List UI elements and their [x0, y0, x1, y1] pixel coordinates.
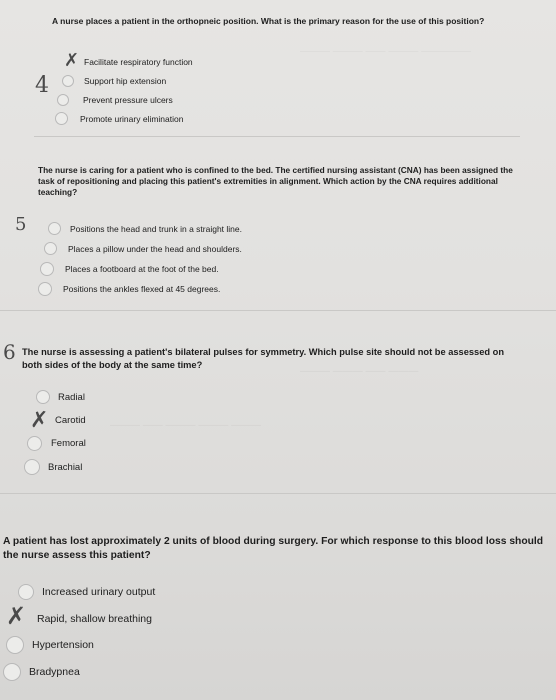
option-label: Places a pillow under the head and shoulders. [68, 243, 242, 254]
radio-button[interactable] [62, 75, 74, 87]
option-label: Positions the ankles flexed at 45 degrees. [63, 284, 221, 294]
radio-button[interactable] [57, 94, 69, 106]
x-mark-icon: ✗ [64, 50, 80, 71]
option-label: Femoral [51, 438, 86, 449]
option-label: Positions the head and trunk in a straight line. [70, 223, 242, 234]
radio-button[interactable] [6, 636, 24, 654]
question-4-text: A patient has lost approximately 2 units of blood during surgery. For which response to this blood loss should the nurse assess this patient? [3, 536, 544, 561]
option-4a[interactable] [18, 584, 155, 600]
option-label: Bradypnea [29, 666, 80, 678]
option-label: Places a footboard at the foot of the bed. [65, 264, 219, 274]
option-label: Rapid, shallow breathing [37, 612, 152, 625]
radio-button[interactable] [38, 282, 52, 296]
radio-button[interactable] [40, 262, 54, 276]
question-2-text: The nurse is caring for a patient who is confined to the bed. The certified nursing assistant (CNA) has been assigned the task of repositioning and placing this patient's extremities in alignment. Which action by the CNA requires additional teaching? [38, 165, 513, 198]
bleed-through-text: ——— ——— —— ——— [300, 366, 419, 377]
option-2c[interactable] [40, 262, 219, 276]
option-1a[interactable] [62, 56, 193, 68]
divider [34, 136, 520, 137]
option-label: Facilitate respiratory function [84, 57, 193, 67]
radio-button[interactable] [27, 436, 42, 451]
option-4d[interactable] [3, 663, 80, 681]
question-3-text: The nurse is assessing a patient's bilateral pulses for symmetry. Which pulse site should not be assessed on both sides of the body at the same time? [22, 347, 505, 370]
radio-button[interactable] [44, 242, 57, 255]
option-label: Promote urinary elimination [80, 113, 184, 124]
option-1b[interactable] [62, 75, 166, 87]
option-label: Radial [58, 391, 85, 403]
option-1d[interactable] [55, 112, 183, 125]
x-mark-icon: ✗ [6, 602, 27, 630]
handwritten-number-5: 5 [15, 214, 27, 235]
option-1c[interactable] [57, 94, 173, 106]
handwritten-number-4: 4 [35, 73, 49, 98]
option-label: Hypertension [32, 639, 94, 651]
divider [0, 493, 556, 494]
option-4b[interactable] [12, 610, 152, 627]
radio-button[interactable] [24, 459, 40, 475]
handwritten-number-6: 6 [3, 340, 16, 364]
bleed-through-text: ——— ——— —— ——— ————— [300, 46, 472, 57]
option-label: Support hip extension [84, 76, 167, 86]
option-2b[interactable] [44, 242, 242, 255]
option-label: Carotid [55, 415, 86, 426]
option-3d[interactable] [24, 459, 82, 475]
option-4c[interactable] [6, 636, 94, 654]
radio-button[interactable] [36, 390, 50, 404]
option-2d[interactable] [38, 282, 220, 296]
radio-button[interactable] [48, 222, 61, 235]
question-1-text: A nurse places a patient in the orthopneic position. What is the primary reason for the use of this position? [52, 16, 485, 26]
divider [0, 310, 556, 311]
bleed-through-text: ——— —— ——— ——— ——— [110, 420, 262, 431]
radio-button[interactable] [55, 112, 68, 125]
x-mark-icon: ✗ [30, 408, 49, 433]
option-label: Brachial [48, 461, 83, 473]
radio-button[interactable] [3, 663, 21, 681]
option-3c[interactable] [27, 436, 86, 451]
option-label: Increased urinary output [42, 586, 156, 598]
option-3a[interactable] [36, 390, 85, 404]
option-label: Prevent pressure ulcers [83, 95, 173, 105]
option-2a[interactable] [48, 222, 242, 235]
radio-button[interactable] [18, 584, 34, 600]
option-3b[interactable] [32, 413, 86, 428]
